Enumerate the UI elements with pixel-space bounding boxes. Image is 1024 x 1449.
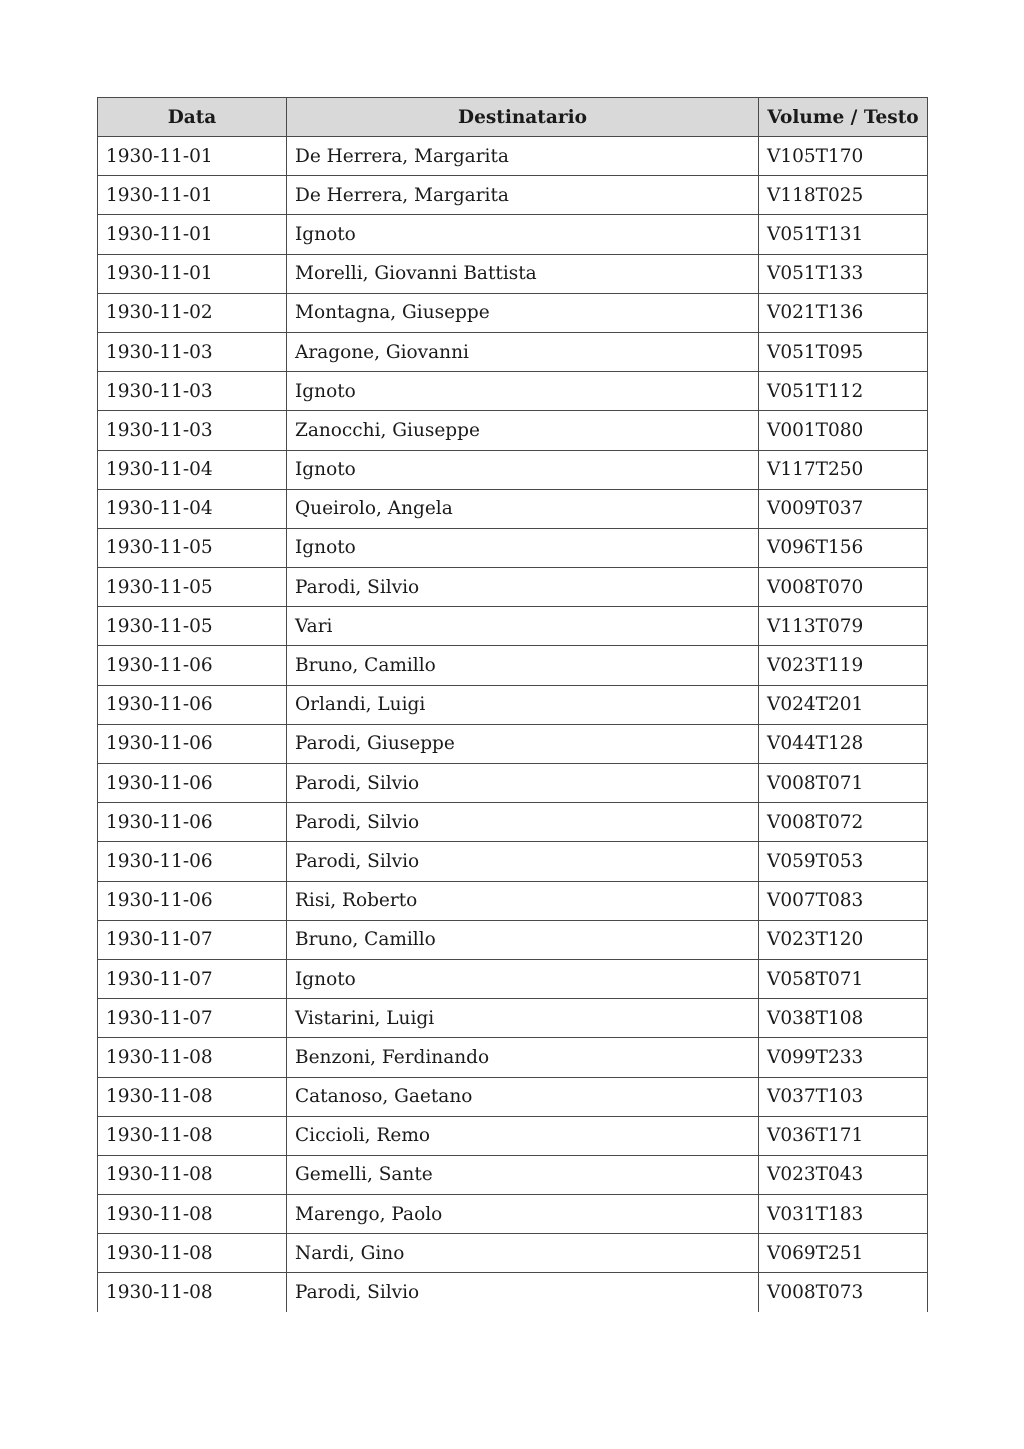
cell-recipient: Ignoto (287, 959, 759, 998)
table-row (98, 293, 928, 332)
cell-recipient: Montagna, Giuseppe (287, 293, 759, 332)
table-row (98, 1273, 928, 1312)
cell-recipient: Nardi, Gino (287, 1234, 759, 1273)
cell-date: 1930-11-08 (98, 1234, 287, 1273)
table-row (98, 881, 928, 920)
header-date: Data (98, 98, 287, 137)
cell-recipient: Catanoso, Gaetano (287, 1077, 759, 1116)
cell-recipient: Parodi, Silvio (287, 803, 759, 842)
cell-date: 1930-11-05 (98, 607, 287, 646)
cell-date: 1930-11-01 (98, 215, 287, 254)
cell-date: 1930-11-04 (98, 489, 287, 528)
cell-recipient: Ignoto (287, 528, 759, 567)
cell-recipient: Parodi, Silvio (287, 842, 759, 881)
table-row (98, 959, 928, 998)
table-row (98, 999, 928, 1038)
table-body (98, 137, 928, 1313)
cell-volume-text: V058T071 (759, 959, 928, 998)
cell-volume-text: V044T128 (759, 724, 928, 763)
cell-volume-text: V023T119 (759, 646, 928, 685)
cell-volume-text: V023T120 (759, 920, 928, 959)
cell-recipient: Bruno, Camillo (287, 646, 759, 685)
table-row (98, 528, 928, 567)
cell-recipient: Aragone, Giovanni (287, 332, 759, 371)
table-row (98, 724, 928, 763)
cell-date: 1930-11-01 (98, 254, 287, 293)
cell-recipient: Morelli, Giovanni Battista (287, 254, 759, 293)
cell-volume-text: V036T171 (759, 1116, 928, 1155)
table-row (98, 1038, 928, 1077)
table-row (98, 685, 928, 724)
table-row (98, 607, 928, 646)
cell-recipient: Risi, Roberto (287, 881, 759, 920)
table-row (98, 215, 928, 254)
cell-volume-text: V038T108 (759, 999, 928, 1038)
cell-recipient: De Herrera, Margarita (287, 176, 759, 215)
cell-date: 1930-11-06 (98, 646, 287, 685)
cell-date: 1930-11-07 (98, 959, 287, 998)
cell-recipient: Orlandi, Luigi (287, 685, 759, 724)
cell-volume-text: V008T072 (759, 803, 928, 842)
cell-date: 1930-11-06 (98, 764, 287, 803)
cell-date: 1930-11-05 (98, 568, 287, 607)
cell-volume-text: V096T156 (759, 528, 928, 567)
cell-volume-text: V008T070 (759, 568, 928, 607)
cell-volume-text: V024T201 (759, 685, 928, 724)
cell-date: 1930-11-08 (98, 1195, 287, 1234)
cell-recipient: Marengo, Paolo (287, 1195, 759, 1234)
cell-recipient: Ciccioli, Remo (287, 1116, 759, 1155)
cell-volume-text: V118T025 (759, 176, 928, 215)
cell-recipient: Parodi, Silvio (287, 764, 759, 803)
cell-date: 1930-11-06 (98, 842, 287, 881)
cell-date: 1930-11-08 (98, 1155, 287, 1194)
cell-volume-text: V031T183 (759, 1195, 928, 1234)
cell-volume-text: V009T037 (759, 489, 928, 528)
cell-date: 1930-11-01 (98, 137, 287, 176)
table-row (98, 1195, 928, 1234)
cell-volume-text: V099T233 (759, 1038, 928, 1077)
cell-date: 1930-11-06 (98, 803, 287, 842)
cell-recipient: Gemelli, Sante (287, 1155, 759, 1194)
cell-recipient: Parodi, Silvio (287, 1273, 759, 1312)
cell-recipient: Ignoto (287, 372, 759, 411)
cell-volume-text: V051T095 (759, 332, 928, 371)
cell-date: 1930-11-04 (98, 450, 287, 489)
table-row (98, 646, 928, 685)
cell-volume-text: V069T251 (759, 1234, 928, 1273)
cell-volume-text: V105T170 (759, 137, 928, 176)
cell-date: 1930-11-07 (98, 999, 287, 1038)
cell-date: 1930-11-06 (98, 724, 287, 763)
table-row (98, 1234, 928, 1273)
cell-volume-text: V037T103 (759, 1077, 928, 1116)
header-recipient: Destinatario (287, 98, 759, 137)
table-row (98, 450, 928, 489)
table-row (98, 411, 928, 450)
cell-volume-text: V001T080 (759, 411, 928, 450)
cell-date: 1930-11-03 (98, 411, 287, 450)
table-header (98, 98, 928, 137)
cell-volume-text: V021T136 (759, 293, 928, 332)
cell-date: 1930-11-03 (98, 372, 287, 411)
cell-volume-text: V051T133 (759, 254, 928, 293)
cell-date: 1930-11-08 (98, 1273, 287, 1312)
header-volume-text: Volume / Testo (759, 98, 928, 137)
cell-volume-text: V059T053 (759, 842, 928, 881)
table-row (98, 568, 928, 607)
cell-volume-text: V113T079 (759, 607, 928, 646)
cell-recipient: Ignoto (287, 450, 759, 489)
cell-recipient: Bruno, Camillo (287, 920, 759, 959)
cell-recipient: Parodi, Giuseppe (287, 724, 759, 763)
cell-volume-text: V051T131 (759, 215, 928, 254)
cell-recipient: Parodi, Silvio (287, 568, 759, 607)
header-row (98, 98, 928, 137)
table-row (98, 1077, 928, 1116)
cell-recipient: Ignoto (287, 215, 759, 254)
cell-date: 1930-11-03 (98, 332, 287, 371)
cell-recipient: Vistarini, Luigi (287, 999, 759, 1038)
table-row (98, 803, 928, 842)
cell-date: 1930-11-05 (98, 528, 287, 567)
table-row (98, 489, 928, 528)
cell-volume-text: V117T250 (759, 450, 928, 489)
table-row (98, 1155, 928, 1194)
table-row (98, 842, 928, 881)
cell-date: 1930-11-01 (98, 176, 287, 215)
cell-recipient: Queirolo, Angela (287, 489, 759, 528)
cell-date: 1930-11-06 (98, 881, 287, 920)
letters-table (97, 97, 928, 1312)
cell-date: 1930-11-08 (98, 1038, 287, 1077)
cell-recipient: Zanocchi, Giuseppe (287, 411, 759, 450)
table-row (98, 254, 928, 293)
cell-date: 1930-11-08 (98, 1077, 287, 1116)
table-row (98, 372, 928, 411)
cell-recipient: De Herrera, Margarita (287, 137, 759, 176)
table-row (98, 332, 928, 371)
cell-date: 1930-11-06 (98, 685, 287, 724)
cell-volume-text: V023T043 (759, 1155, 928, 1194)
cell-date: 1930-11-08 (98, 1116, 287, 1155)
cell-volume-text: V007T083 (759, 881, 928, 920)
cell-date: 1930-11-07 (98, 920, 287, 959)
table-row (98, 920, 928, 959)
table-row (98, 137, 928, 176)
table-row (98, 1116, 928, 1155)
table-row (98, 176, 928, 215)
cell-recipient: Vari (287, 607, 759, 646)
cell-volume-text: V008T071 (759, 764, 928, 803)
cell-volume-text: V008T073 (759, 1273, 928, 1312)
cell-recipient: Benzoni, Ferdinando (287, 1038, 759, 1077)
cell-volume-text: V051T112 (759, 372, 928, 411)
cell-date: 1930-11-02 (98, 293, 287, 332)
table-row (98, 764, 928, 803)
